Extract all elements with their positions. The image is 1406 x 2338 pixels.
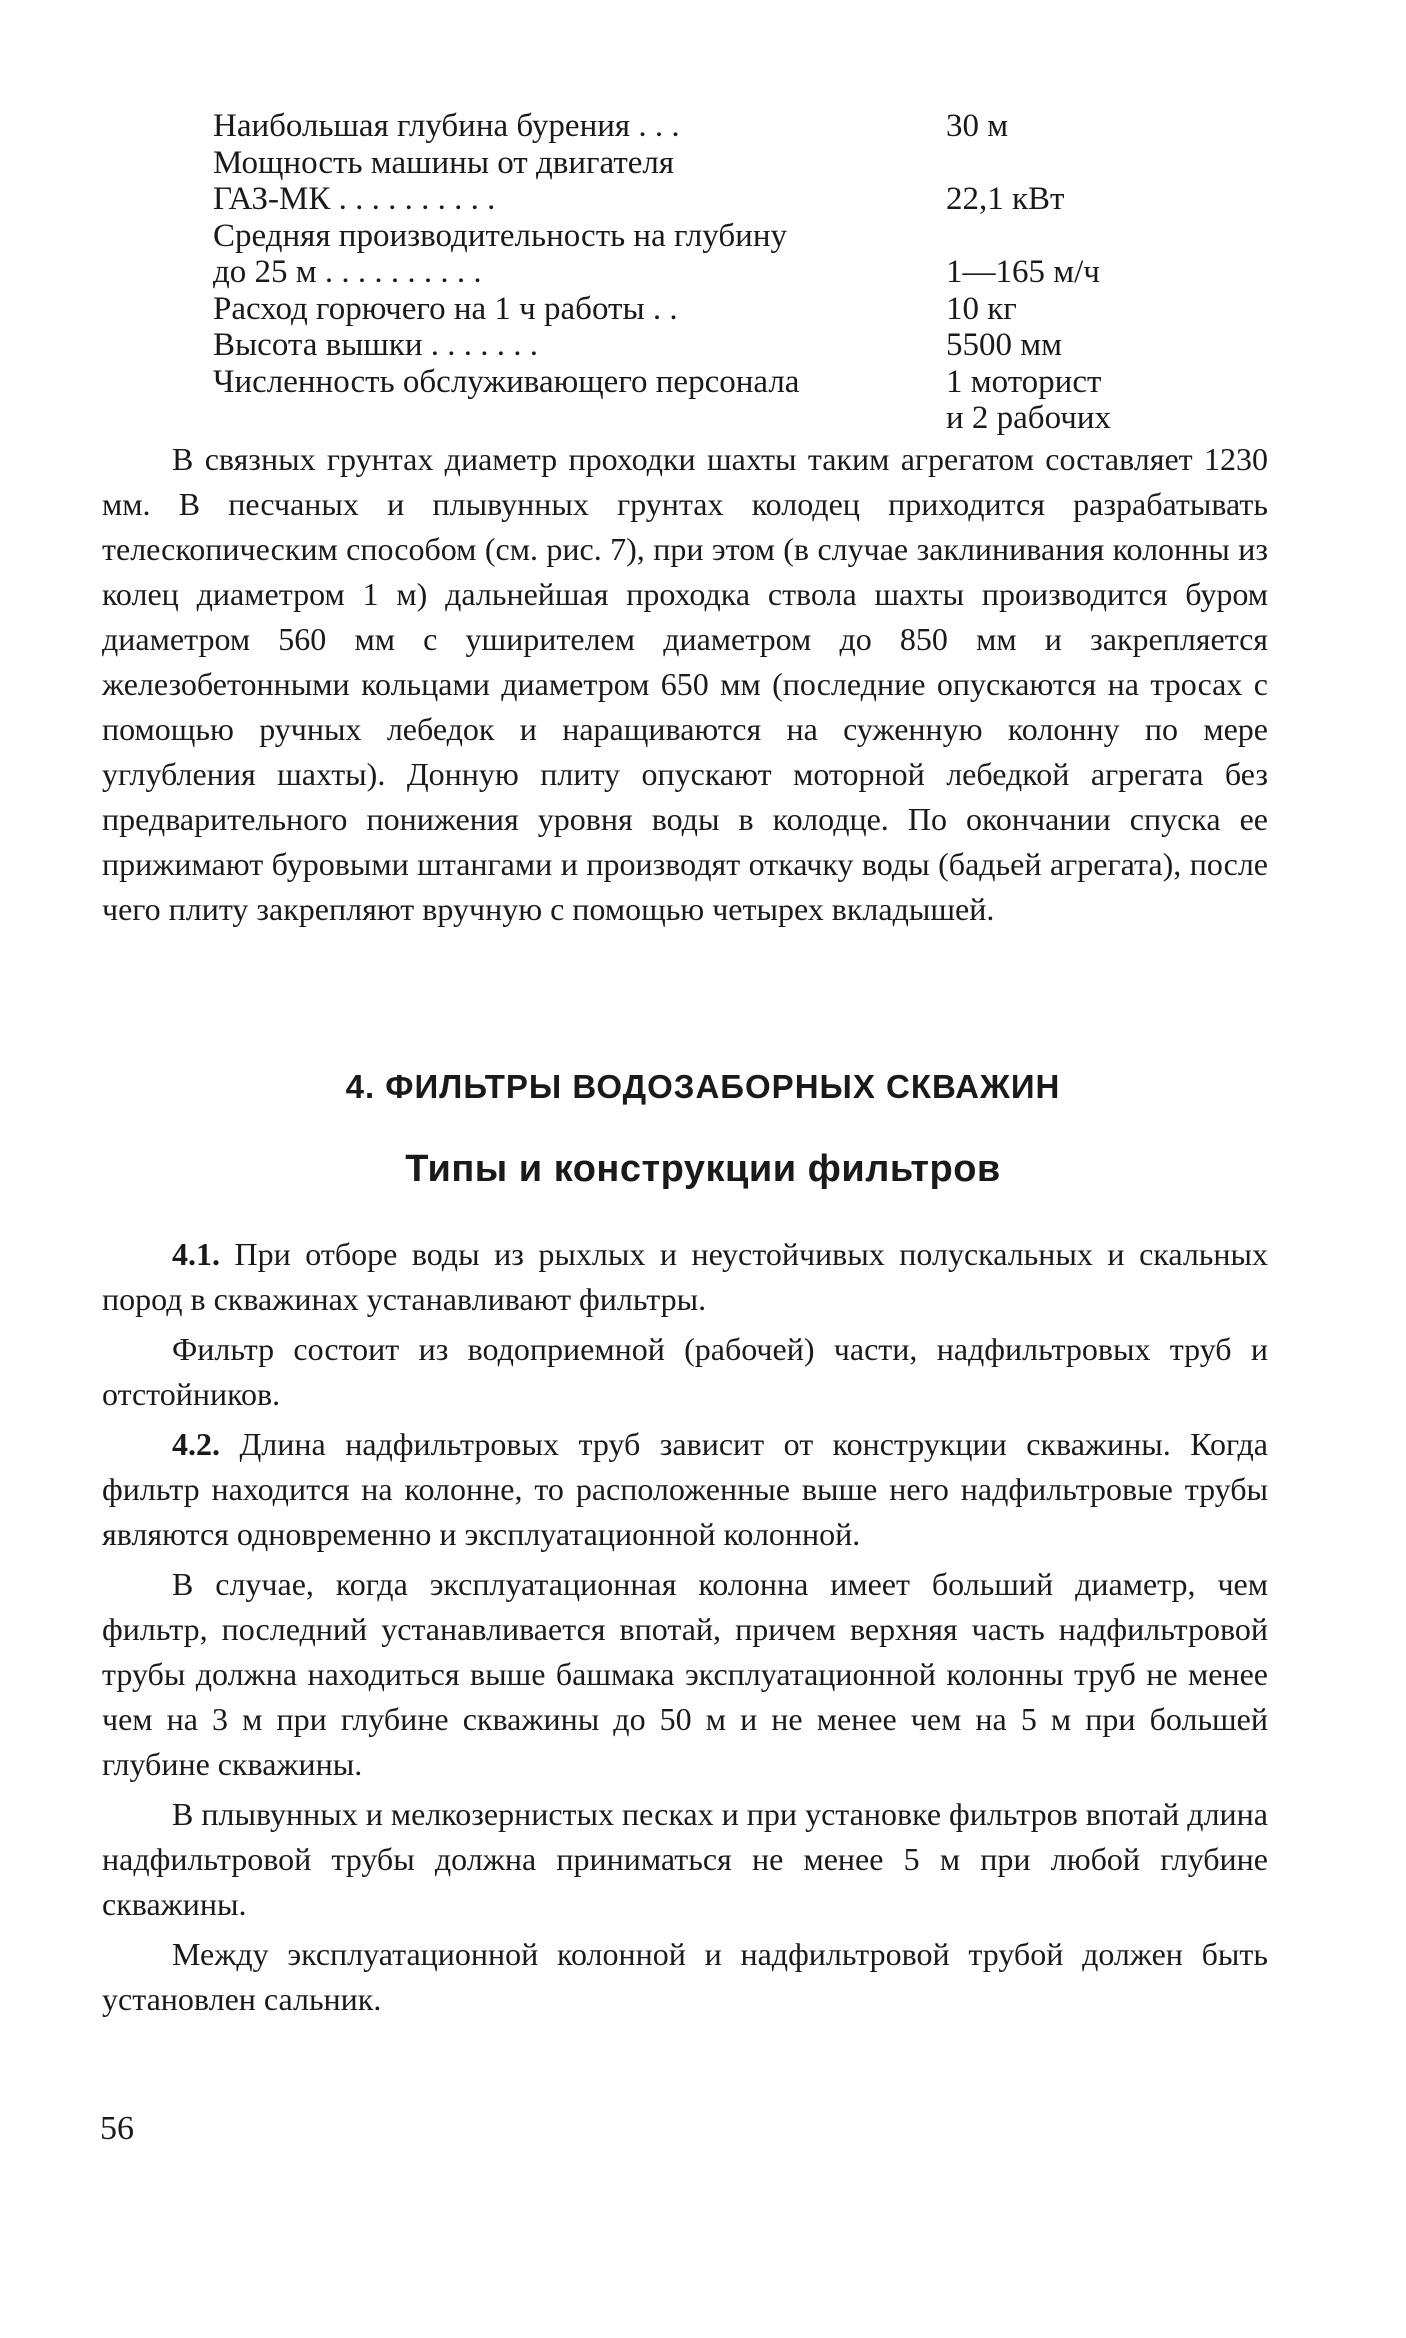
spec-value: 1 моторист и 2 рабочих	[946, 363, 1111, 436]
spec-table	[213, 108, 1173, 437]
spec-row	[213, 218, 1173, 291]
spec-value: 10 кг	[946, 290, 1017, 327]
paragraph	[102, 1422, 1268, 1557]
spec-row	[213, 327, 1173, 364]
paragraph	[102, 1562, 1268, 1787]
spec-row	[213, 108, 1173, 145]
spec-row	[213, 145, 1173, 218]
spec-label: Мощность машины от двигателя ГАЗ-МК . . . . . . . . . .	[213, 144, 675, 217]
paragraph-text: При отборе воды из рыхлых и неустойчивых полускальных и скальных пород в скважинах устанавливают фильтры.	[102, 1236, 1268, 1317]
spec-label: Высота вышки . . . . . . .	[213, 327, 538, 363]
spec-label: Расход горючего на 1 ч работы . .	[213, 290, 678, 327]
subsection-title: Типы и конструкции фильтров	[405, 1148, 1001, 1190]
paragraph-number: 4.1.	[172, 1236, 220, 1272]
paragraph	[102, 1232, 1268, 1322]
paragraph	[102, 1327, 1268, 1417]
spec-value: 30 м	[946, 108, 1009, 144]
section-body	[102, 1232, 1268, 2022]
paragraph-text: В плывунных и мелкозернистых песках и при установке фильтров впотай длина надфильтровой трубы должна приниматься не менее 5 м при любой глубине скважины.	[102, 1796, 1268, 1922]
spec-label: Наибольшая глубина бурения . . .	[213, 108, 680, 144]
spec-label: Средняя производительность на глубину до 25 м . . . . . . . . . .	[213, 217, 787, 290]
intro-paragraph: В связных грунтах диаметр проходки шахты таким агрегатом составляет 1230 мм. В песчаных и плывунных грунтах колодец приходится разрабатывать телескопическим способом (см. рис. 7), при этом (в случае заклинивания колонны из колец диаметром 1 м) дальнейшая проходка ствола шахты производится буром диаметром 560 мм с уширителем диаметром до 850 мм и закрепляется железобетонными кольцами диаметром 650 мм (последние опускаются на тросах с помощью ручных лебедок и наращиваются на суженную колонну по мере углубления шахты). Донную плиту опускают моторной лебедкой агрегата без предварительного понижения уровня воды в колодце. По окончании спуска ее прижимают буровыми штангами и производят откачку воды (бадьей агрегата), после чего плиту закрепляют вручную с помощью четырех вкладышей.	[102, 441, 1268, 927]
intro-text	[102, 437, 1268, 932]
spec-value: 5500 мм	[946, 327, 1063, 363]
section-title: 4. ФИЛЬТРЫ ВОДОЗАБОРНЫХ СКВАЖИН	[345, 1068, 1061, 1105]
paragraph-text: Длина надфильтровых труб зависит от конструкции скважины. Когда фильтр находится на колонне, то расположенные выше него надфильтровые трубы являются одновременно и эксплуатационной колонной.	[102, 1426, 1268, 1552]
spec-value: 22,1 кВт	[946, 181, 1065, 217]
paragraph-text: Фильтр состоит из водоприемной (рабочей) части, надфильтровых труб и отстойников.	[102, 1331, 1268, 1412]
spec-row	[213, 364, 1173, 437]
paragraph-text: Между эксплуатационной колонной и надфильтровой трубой должен быть установлен сальник.	[102, 1936, 1268, 2017]
paragraph	[102, 1792, 1268, 1927]
paragraph-number: 4.2.	[172, 1426, 220, 1462]
paragraph-text: В случае, когда эксплуатационная колонна имеет больший диаметр, чем фильтр, последний устанавливается впотай, причем верхняя часть надфильтровой трубы должна находиться выше башмака эксплуатационной колонны труб не менее чем на 3 м при глубине скважины до 50 м и не менее чем на 5 м при большей глубине скважины.	[102, 1566, 1268, 1782]
spec-label: Численность обслуживающего персонала	[213, 363, 800, 400]
page-number: 56	[100, 2110, 134, 2147]
paragraph	[102, 1932, 1268, 2022]
spec-value: 1—165 м/ч	[946, 254, 1100, 290]
spec-row	[213, 291, 1173, 328]
